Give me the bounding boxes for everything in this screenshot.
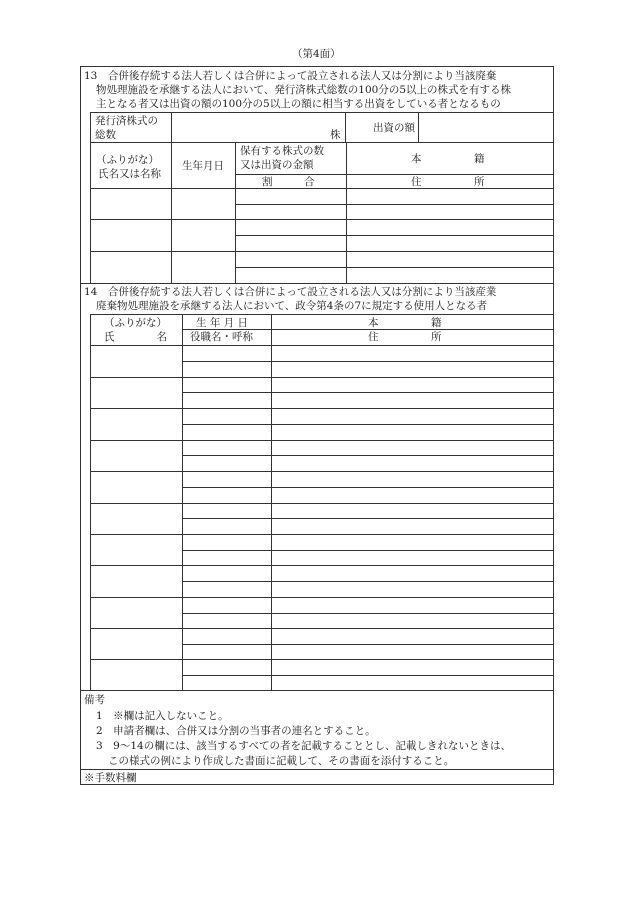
- capital-amount-label: 出資の額: [373, 122, 415, 134]
- s13-name-label: 氏名又は名称: [98, 168, 161, 180]
- s13-domicile-label: 本 籍: [411, 153, 485, 165]
- fee-top: [80, 769, 554, 770]
- s14-row: [90, 345, 554, 346]
- s14-address-label: 住 所: [368, 331, 442, 343]
- s14-row: [90, 471, 554, 472]
- s14-furigana-label: （ふりがな）: [104, 317, 167, 329]
- section13-heading-line1: 13 合併後存続する法人若しくは合併によって設立される法人又は分割により当該廃棄: [84, 70, 497, 82]
- held-shares-label-2: 又は出資の金額: [240, 159, 314, 171]
- issued-shares-label-1: 発行済株式の: [95, 115, 158, 127]
- shares-unit: 株: [330, 129, 341, 141]
- s14-row: [90, 534, 554, 535]
- issued-shares-divider: [171, 112, 172, 142]
- s13-furigana-label: （ふりがな）: [96, 154, 159, 166]
- s13-col3: [346, 142, 347, 283]
- s14-row: [90, 408, 554, 409]
- section13-heading-line3: 主となる者又は出資の額の100分の5以上の額に相当する出資をしている者となるもの: [96, 98, 501, 110]
- remarks-item1: 1 ※欄は記入しないこと。: [96, 710, 229, 722]
- s14-col2: [271, 314, 272, 690]
- s13-row: [235, 267, 554, 268]
- remarks-top: [80, 690, 554, 691]
- s14-row: [90, 503, 554, 504]
- s14-row: [182, 361, 554, 362]
- s14-row: [182, 644, 554, 645]
- s14-row: [182, 675, 554, 676]
- section13-header-top: [90, 142, 554, 143]
- s14-row: [182, 487, 554, 488]
- s14-domicile-label: 本 籍: [368, 317, 442, 329]
- s13-row: [90, 188, 554, 189]
- section14-heading-line2: 廃棄物処理施設を承継する法人において、政令第4条の7に規定する使用人となる者: [96, 300, 488, 312]
- s13-header-mid: [235, 174, 554, 175]
- fee-label: ※手数料欄: [84, 772, 137, 784]
- s14-row: [90, 565, 554, 566]
- shares-value-divider: [345, 112, 346, 142]
- section14-top: [80, 283, 554, 284]
- s14-birthdate-label: 生 年 月 日: [196, 317, 249, 329]
- s14-row: [90, 377, 554, 378]
- section13-indent-line: [90, 112, 91, 283]
- section13-table-top: [90, 112, 554, 113]
- s14-row: [90, 628, 554, 629]
- section14-indent-line: [90, 314, 91, 690]
- position-label: 役職名・呼称: [190, 331, 253, 343]
- s13-address-label: 住 所: [411, 176, 485, 188]
- ratio-label: 割 合: [262, 176, 315, 188]
- page-number: （第4面）: [292, 48, 341, 60]
- remarks-item3-line1: 3 9～14の欄には、該当するすべての者を記載することとし、記載しきれないときは、: [96, 740, 512, 752]
- remarks-item2: 2 申請者欄は、合併又は分割の当事者の連名とすること。: [96, 725, 376, 737]
- section13-heading-line2: 物処理施設を承継する法人において、発行済株式総数の100分の5以上の株式を有する株: [96, 84, 512, 96]
- s14-row: [182, 613, 554, 614]
- issued-shares-label-2: 総数: [95, 129, 116, 141]
- s14-name-label: 氏 名: [104, 331, 167, 343]
- capital-label-divider: [418, 112, 419, 142]
- s14-row: [90, 440, 554, 441]
- s14-row: [182, 581, 554, 582]
- s14-row: [90, 597, 554, 598]
- s14-row: [182, 424, 554, 425]
- s14-row: [182, 550, 554, 551]
- s13-col2: [235, 142, 236, 283]
- remarks-item3-line2: この様式の例により作成した書面に記載して、その書面を添付すること。: [108, 755, 455, 767]
- s14-row: [182, 455, 554, 456]
- s14-header-mid: [182, 329, 554, 330]
- remarks-title: 備考: [84, 694, 105, 706]
- s13-row: [235, 235, 554, 236]
- s14-row: [182, 518, 554, 519]
- s13-row: [235, 204, 554, 205]
- s13-row: [90, 251, 554, 252]
- s14-row: [182, 392, 554, 393]
- section14-heading-line1: 14 合併後存続する法人若しくは合併によって設立される法人又は分割により当該産業: [84, 286, 497, 298]
- s13-birthdate-label: 生年月日: [182, 160, 224, 172]
- s14-col1: [182, 314, 183, 690]
- held-shares-label-1: 保有する株式の数: [240, 145, 324, 157]
- s13-col1: [171, 142, 172, 283]
- s13-row: [90, 219, 554, 220]
- section14-table-top: [90, 314, 554, 315]
- s14-row: [90, 659, 554, 660]
